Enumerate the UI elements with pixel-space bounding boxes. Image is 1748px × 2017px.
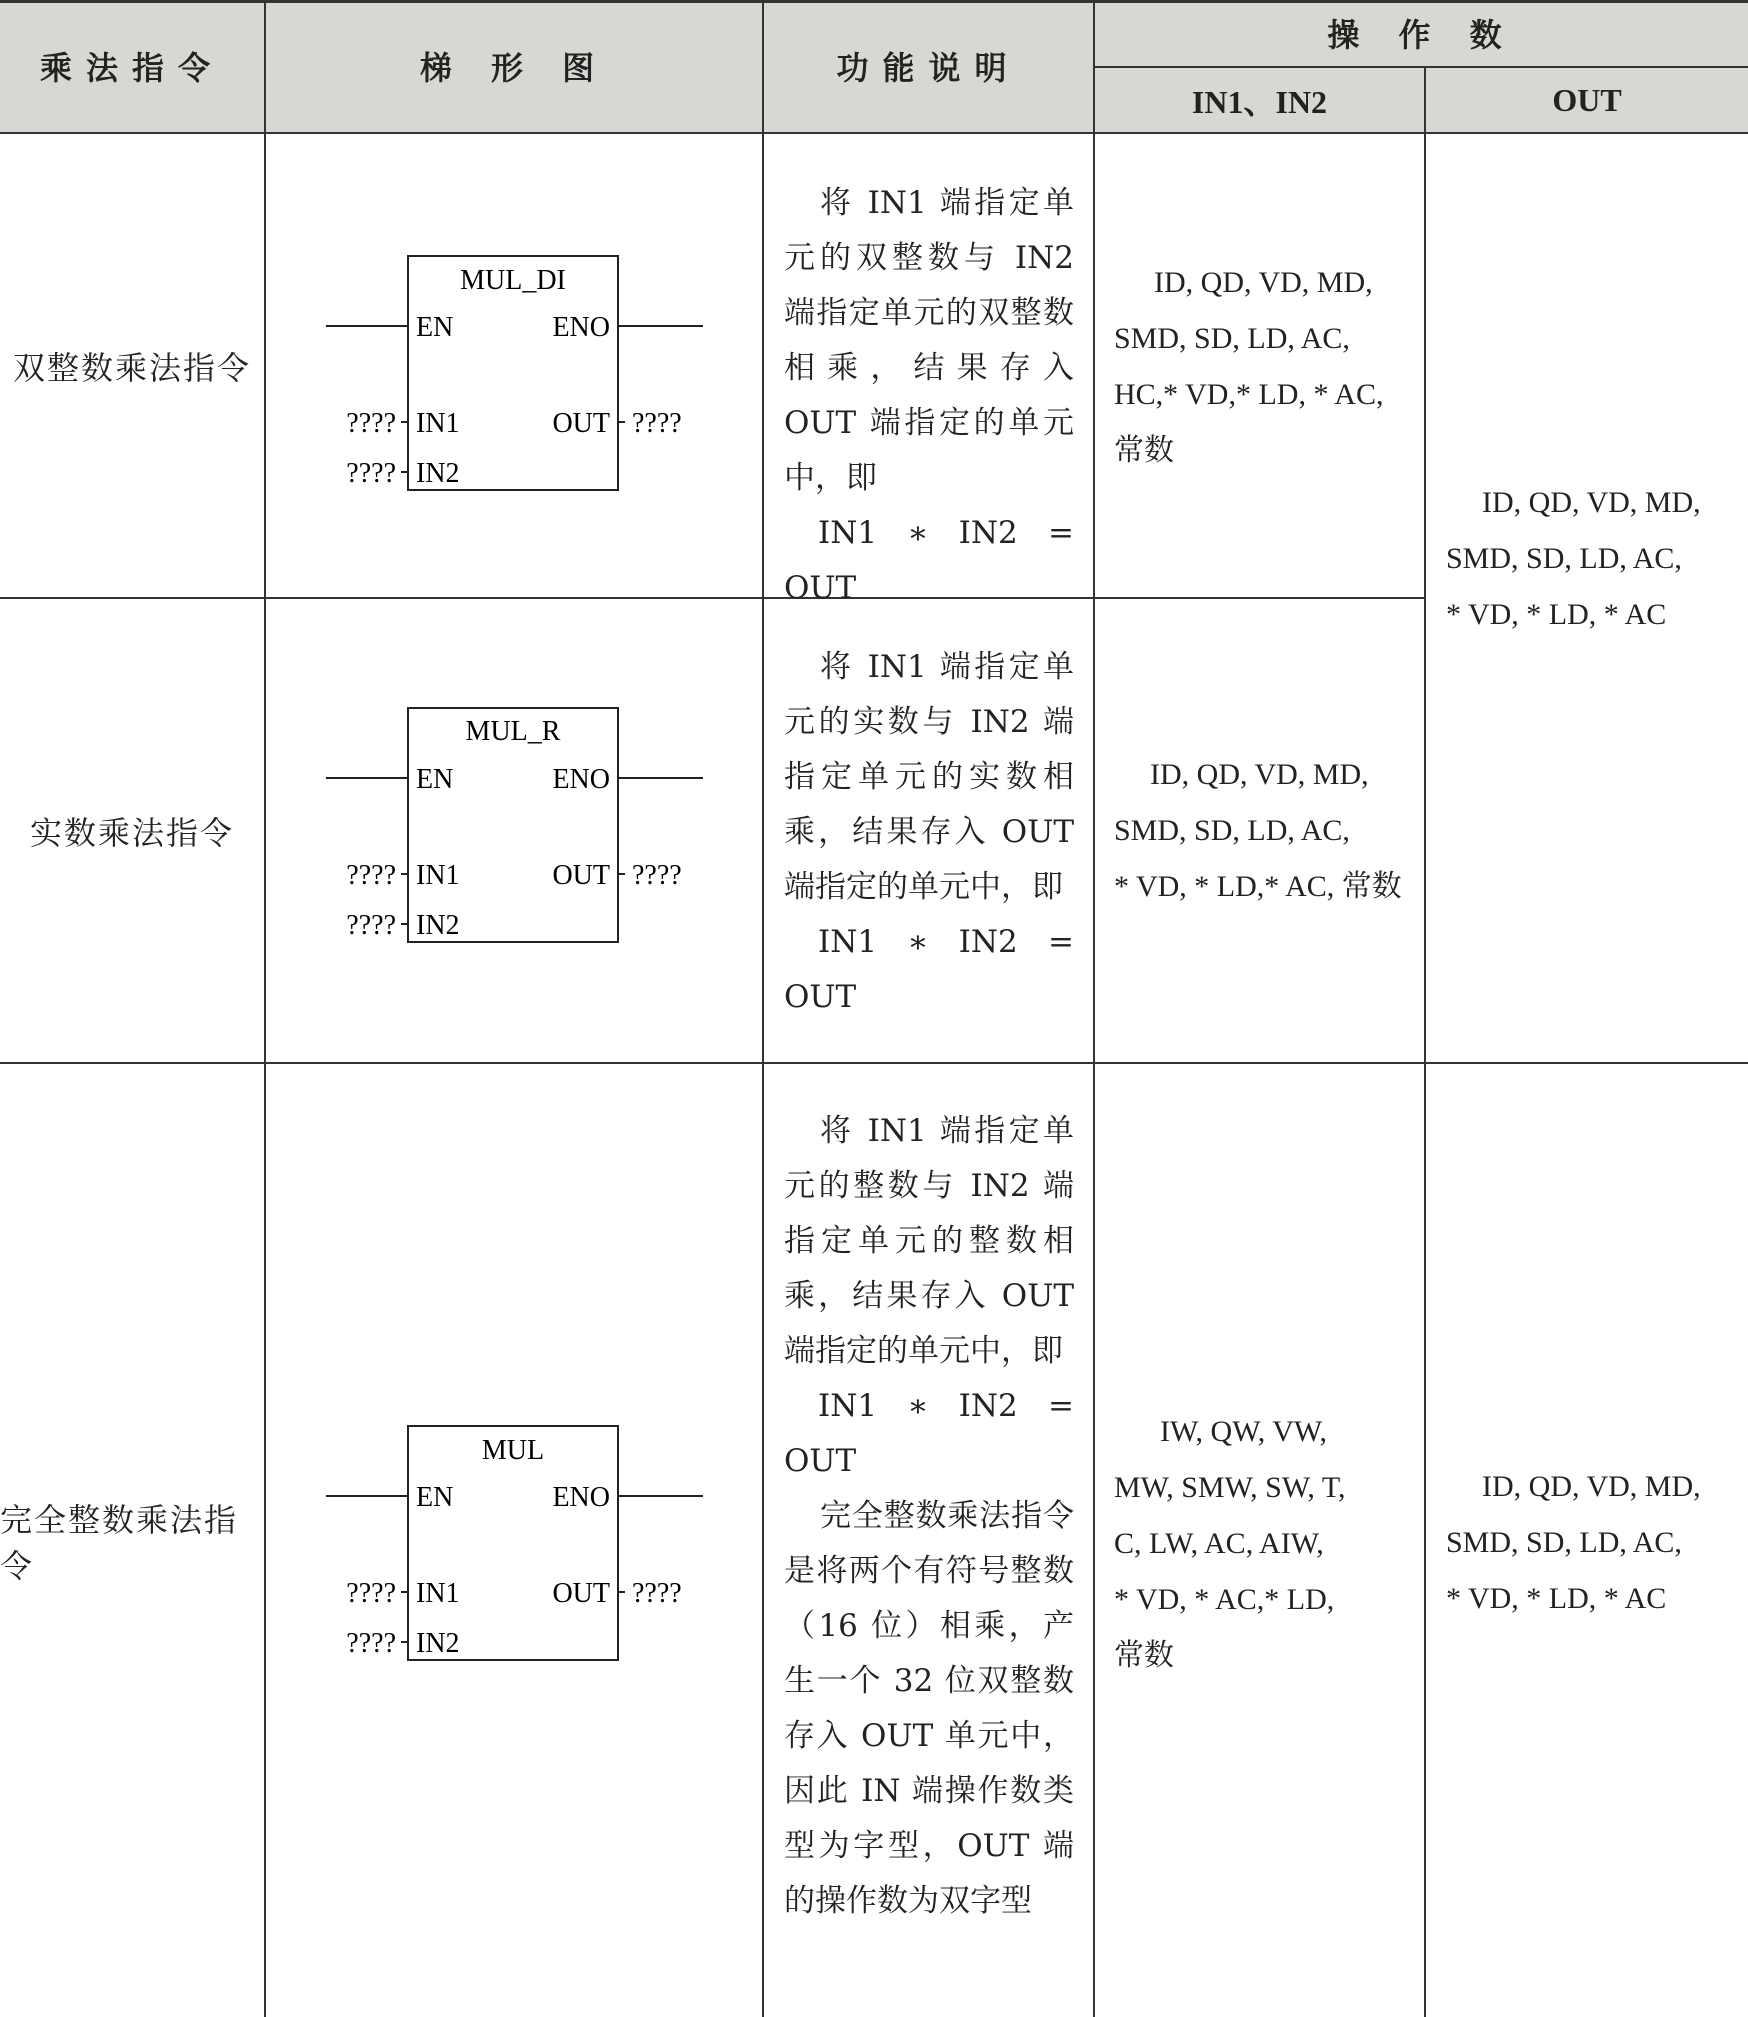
- ops-line: SMD, SD, LD, AC,: [1446, 542, 1682, 575]
- ops-out-mul: [1446, 1459, 1736, 1627]
- ops-line: HC,* VD,* LD, * AC,: [1114, 378, 1384, 411]
- desc-mul: [784, 1104, 1074, 1929]
- pin-eno: ENO: [552, 312, 610, 343]
- desc-mul-r: [784, 640, 1074, 1025]
- placeholder-in2: ????: [346, 910, 396, 941]
- ops-line: SMD, SD, LD, AC,: [1446, 1526, 1682, 1559]
- header-operands: 操 作 数: [1327, 16, 1516, 54]
- ops-line: C, LW, AC, AIW,: [1114, 1527, 1324, 1560]
- pin-en: EN: [416, 1482, 454, 1513]
- row-name-mul-r: 实数乘法指令: [29, 813, 234, 852]
- placeholder-out: ????: [632, 408, 682, 439]
- ops-in-mul-di: [1114, 255, 1414, 479]
- box-title: MUL_DI: [460, 265, 566, 296]
- header-in: IN1、IN2: [1191, 84, 1328, 120]
- ops-line: ID, QD, VD, MD,: [1482, 1470, 1701, 1503]
- desc-formula: IN1 ∗ IN2 = OUT: [784, 1388, 1074, 1479]
- ladder-mul-di: [266, 134, 762, 597]
- pin-out: OUT: [552, 1578, 610, 1609]
- header-out: OUT: [1552, 81, 1622, 118]
- pin-in1: IN1: [416, 860, 460, 891]
- ops-line: ID, QD, VD, MD,: [1482, 486, 1701, 519]
- ops-line: 常数: [1114, 1639, 1174, 1672]
- ops-line: * VD, * LD, * AC: [1446, 1582, 1667, 1615]
- pin-eno: ENO: [552, 1482, 610, 1513]
- ladder-mul: [266, 1064, 762, 2017]
- ops-line: SMD, SD, LD, AC,: [1114, 814, 1350, 847]
- placeholder-in2: ????: [346, 458, 396, 489]
- row-name-mul: 完全整数乘法指令: [0, 1500, 239, 1585]
- placeholder-out: ????: [632, 1578, 682, 1609]
- header-function: 功能说明: [836, 49, 1021, 87]
- placeholder-in1: ????: [346, 860, 396, 891]
- pin-in2: IN2: [416, 910, 460, 941]
- pin-en: EN: [416, 764, 454, 795]
- pin-out: OUT: [552, 408, 610, 439]
- ops-line: * VD, * LD, * AC: [1446, 598, 1667, 631]
- box-title: MUL: [481, 1435, 545, 1466]
- pin-en: EN: [416, 312, 454, 343]
- ops-line: MW, SMW, SW, T,: [1114, 1471, 1346, 1504]
- header-instruction: 乘法指令: [39, 49, 224, 87]
- ops-line: ID, QD, VD, MD,: [1154, 266, 1373, 299]
- ops-line: IW, QW, VW,: [1160, 1415, 1327, 1448]
- pin-out: OUT: [552, 860, 610, 891]
- ops-line: SMD, SD, LD, AC,: [1114, 322, 1350, 355]
- placeholder-out: ????: [632, 860, 682, 891]
- row-name-mul-di: 双整数乘法指令: [12, 348, 251, 387]
- pin-in1: IN1: [416, 408, 460, 439]
- desc-text: 将 IN1 端指定单元的实数与 IN2 端指定单元的实数相乘，结果存入 OUT 端指定的单元中，即: [784, 649, 1074, 905]
- pin-in2: IN2: [416, 1628, 460, 1659]
- pin-in1: IN1: [416, 1578, 460, 1609]
- ops-in-mul-r: [1114, 747, 1414, 915]
- placeholder-in1: ????: [346, 408, 396, 439]
- pin-in2: IN2: [416, 458, 460, 489]
- ladder-mul-r: [266, 599, 762, 1062]
- ops-out-shared: [1446, 475, 1736, 643]
- desc-note: 完全整数乘法指令是将两个有符号整数（16 位）相乘，产生一个 32 位双整数存入 OUT 单元中，因此 IN 端操作数类型为字型，OUT 端的操作数为双字型: [784, 1498, 1074, 1919]
- placeholder-in2: ????: [346, 1628, 396, 1659]
- pin-eno: ENO: [552, 764, 610, 795]
- ops-line: ID, QD, VD, MD,: [1150, 758, 1369, 791]
- ops-in-mul: [1114, 1404, 1414, 1684]
- desc-formula: IN1 ∗ IN2 = OUT: [784, 515, 1074, 606]
- desc-text: 将 IN1 端指定单元的整数与 IN2 端指定单元的整数相乘，结果存入 OUT 端指定的单元中，即: [784, 1113, 1074, 1369]
- desc-mul-di: [784, 176, 1074, 616]
- desc-formula: IN1 ∗ IN2 = OUT: [784, 924, 1074, 1015]
- header-ladder: 梯 形 图: [419, 49, 609, 87]
- ops-line: * VD, * AC,* LD,: [1114, 1583, 1335, 1616]
- desc-text: 将 IN1 端指定单元的双整数与 IN2 端指定单元的双整数相乘，结果存入 OUT 端指定的单元中，即: [784, 185, 1074, 496]
- ops-line: * VD, * LD,* AC, 常数: [1114, 870, 1402, 903]
- box-title: MUL_R: [465, 716, 561, 747]
- placeholder-in1: ????: [346, 1578, 396, 1609]
- ops-line: 常数: [1114, 434, 1174, 467]
